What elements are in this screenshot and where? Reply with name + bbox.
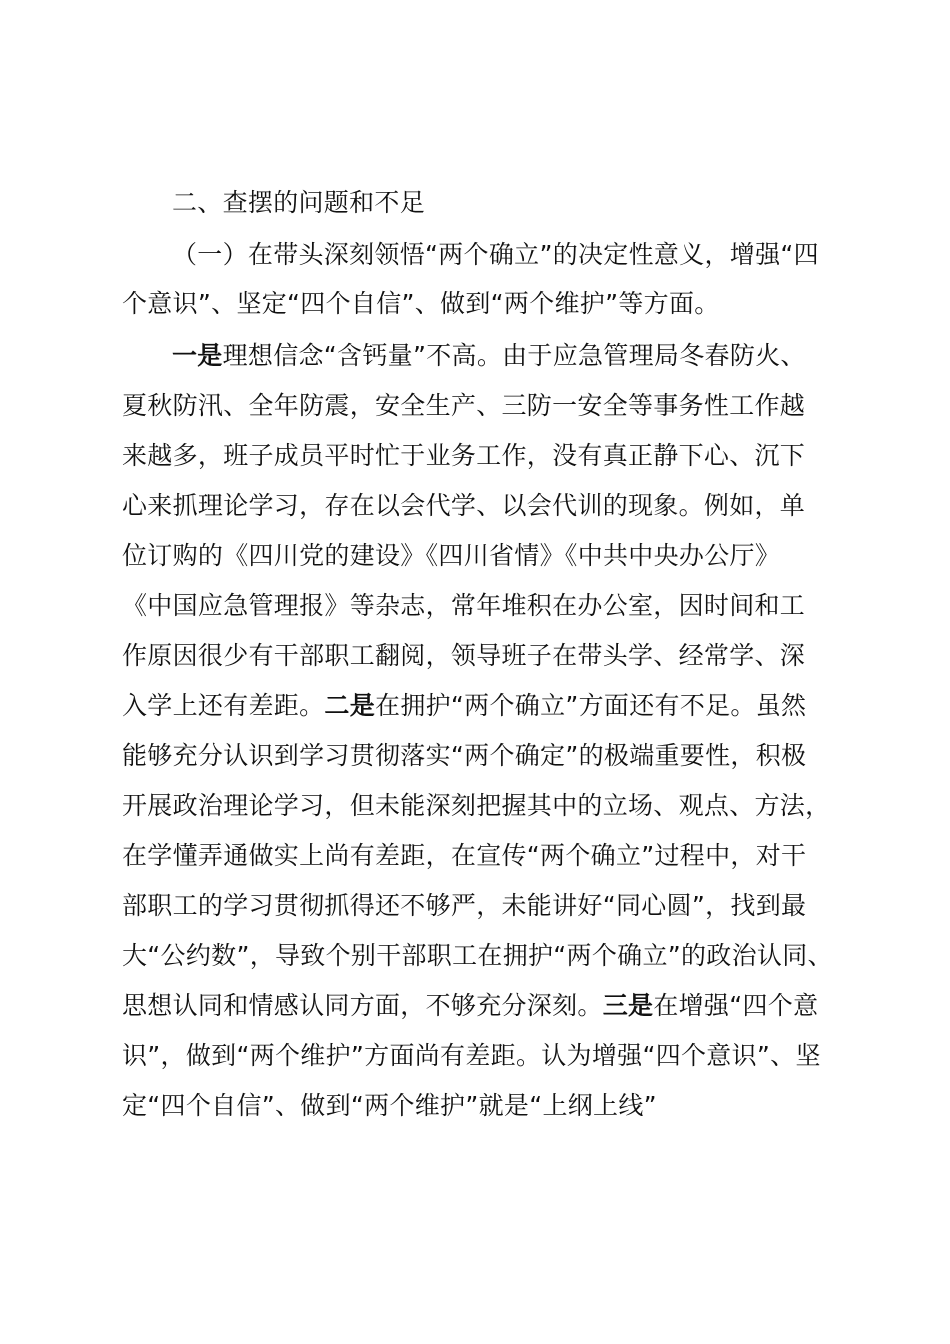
body-text: 在增强“四个意 xyxy=(653,991,819,1020)
body-text: 在拥护“两个确立”方面还有不足。虽然 xyxy=(375,691,807,720)
body-text: 能够充分认识到学习贯彻落实“两个确定”的极端重要性，积极 xyxy=(122,741,807,770)
body-line xyxy=(122,481,950,531)
bold-lead-text: 二是 xyxy=(324,691,376,720)
body-text: 在学懂弄通做实上尚有差距，在宣传“两个确立”过程中，对干 xyxy=(122,841,807,870)
body-line xyxy=(122,381,950,431)
body-text: 夏秋防汛、全年防震，安全生产、三防一安全等事务性工作越 xyxy=(122,391,806,420)
body-text: 部职工的学习贯彻抓得还不够严，未能讲好“同心圆”，找到最 xyxy=(122,891,807,920)
body-text: 位订购的《四川党的建设》《四川省情》《中共中央办公厅》 xyxy=(122,541,781,570)
bold-lead-text: 三是 xyxy=(602,991,654,1020)
body-line xyxy=(172,331,950,381)
body-text: 心来抓理论学习，存在以会代学、以会代训的现象。例如，单 xyxy=(122,491,806,520)
body-line xyxy=(122,981,950,1031)
body-text: 开展政治理论学习，但未能深刻把握其中的立场、观点、方法， xyxy=(122,791,831,820)
subsection-line-2 xyxy=(122,279,950,329)
body-text: 入学上还有差距。 xyxy=(122,691,325,720)
section-heading-text: 二、查摆的问题和不足 xyxy=(172,188,426,217)
body-text: 理想信念“含钙量”不高。由于应急管理局冬春防火、 xyxy=(222,341,806,370)
body-line xyxy=(122,681,950,731)
body-text: 定“四个自信”、做到“两个维护”就是“上纲上线” xyxy=(122,1091,657,1120)
body-line xyxy=(122,931,950,981)
body-line xyxy=(122,731,950,781)
body-line xyxy=(122,581,950,631)
body-text: 作原因很少有干部职工翻阅，领导班子在带头学、经常学、深 xyxy=(122,641,806,670)
section-heading xyxy=(172,178,950,228)
body-line xyxy=(122,881,950,931)
body-line xyxy=(122,631,950,681)
body-text: 思想认同和情感认同方面，不够充分深刻。 xyxy=(122,991,603,1020)
body-line xyxy=(122,431,950,481)
body-line xyxy=(122,531,950,581)
body-line xyxy=(122,1031,950,1081)
body-line xyxy=(122,831,950,881)
body-line xyxy=(122,781,950,831)
body-line xyxy=(122,1081,950,1131)
subsection-text: （一）在带头深刻领悟“两个确立”的决定性意义，增强“四 xyxy=(172,240,819,269)
body-text: 识”，做到“两个维护”方面尚有差距。认为增强“四个意识”、坚 xyxy=(122,1041,821,1070)
body-text: 大“公约数”，导致个别干部职工在拥护“两个确立”的政治认同、 xyxy=(122,941,833,970)
bold-lead-text: 一是 xyxy=(172,341,223,370)
body-text: 《中国应急管理报》等杂志，常年堆积在办公室，因时间和工 xyxy=(122,591,806,620)
body-text: 来越多，班子成员平时忙于业务工作，没有真正静下心、沉下 xyxy=(122,441,806,470)
subsection-line-1 xyxy=(172,230,950,280)
subsection-text: 个意识”、坚定“四个自信”、做到“两个维护”等方面。 xyxy=(122,289,720,318)
